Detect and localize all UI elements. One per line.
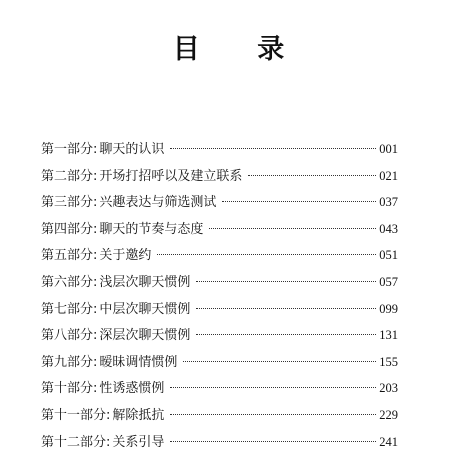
dot-leader [196,308,376,309]
toc-page-number: 241 [379,434,398,449]
toc-part-label: 第八部分 [41,328,94,344]
toc-section-name: 关于邀约 [99,248,152,264]
toc-entry[interactable] [41,271,398,298]
toc-entry[interactable] [41,324,398,351]
toc-page-number: 001 [379,142,398,156]
toc-page-number: 037 [379,195,398,210]
toc-entry[interactable] [41,298,398,325]
toc-section-name: 关系引导 [112,434,165,450]
toc-separator: : [93,274,98,290]
toc-section-name: 浅层次聊天惯例 [99,274,191,290]
toc-entry[interactable] [41,244,398,271]
toc-page-number: 051 [379,248,398,263]
toc-page-number: 155 [379,354,398,369]
dot-leader [222,201,376,202]
toc-part-label: 第七部分 [41,301,94,317]
toc-section-name: 性诱惑惯例 [99,381,165,397]
toc-separator: : [93,168,98,184]
toc-page-number: 057 [379,274,398,289]
toc-part-label: 第三部分 [41,195,94,211]
toc-entry[interactable] [41,138,398,165]
toc-separator: : [93,301,98,317]
toc-separator: : [106,407,111,423]
toc-page-number: 099 [379,301,398,316]
toc-separator: : [106,434,111,450]
toc-page-number: 131 [379,328,398,343]
toc-section-name: 深层次聊天惯例 [99,328,191,344]
dot-leader [157,254,376,255]
toc-entry[interactable] [41,218,398,245]
toc-section-name: 解除抵抗 [112,407,165,423]
toc-entry[interactable] [41,191,398,218]
toc-entry[interactable] [41,377,398,404]
dot-leader [170,441,376,442]
toc-title: 目 录 [172,34,309,65]
toc-separator: : [93,248,98,264]
toc-section-name: 中层次聊天惯例 [99,301,191,317]
toc-part-label: 第一部分 [41,142,94,157]
dot-leader [170,148,376,149]
toc-part-label: 第十一部分 [41,407,107,423]
toc-section-name: 聊天的节奏与态度 [99,221,204,237]
toc-section-name: 聊天的认识 [99,142,165,157]
dot-leader [209,228,376,229]
toc-separator: : [93,354,98,370]
toc-separator: : [93,195,98,211]
dot-leader [170,414,376,415]
toc-part-label: 第四部分 [41,221,94,237]
toc-entry[interactable] [41,351,398,378]
toc-section-name: 兴趣表达与筛选测试 [99,195,217,211]
toc-entry[interactable] [41,165,398,192]
toc-separator: : [93,381,98,397]
toc-page-number: 021 [379,168,398,183]
toc-entry[interactable] [41,404,398,431]
toc-page-number: 229 [379,407,398,422]
toc-entry[interactable] [41,431,398,458]
toc-separator: : [93,142,98,157]
toc-page-number: 043 [379,221,398,236]
dot-leader [183,361,376,362]
dot-leader [196,334,376,335]
toc-part-label: 第二部分 [41,168,94,184]
toc-separator: : [93,221,98,237]
toc-part-label: 第十二部分 [41,434,107,450]
toc-part-label: 第六部分 [41,274,94,290]
toc-part-label: 第十部分 [41,381,94,397]
table-of-contents [41,138,398,457]
dot-leader [170,387,376,388]
toc-part-label: 第九部分 [41,354,94,370]
dot-leader [248,175,376,176]
toc-part-label: 第五部分 [41,248,94,264]
toc-separator: : [93,328,98,344]
toc-section-name: 开场打招呼以及建立联系 [99,168,243,184]
toc-page-number: 203 [379,381,398,396]
dot-leader [196,281,376,282]
toc-section-name: 暧昧调情惯例 [99,354,178,370]
